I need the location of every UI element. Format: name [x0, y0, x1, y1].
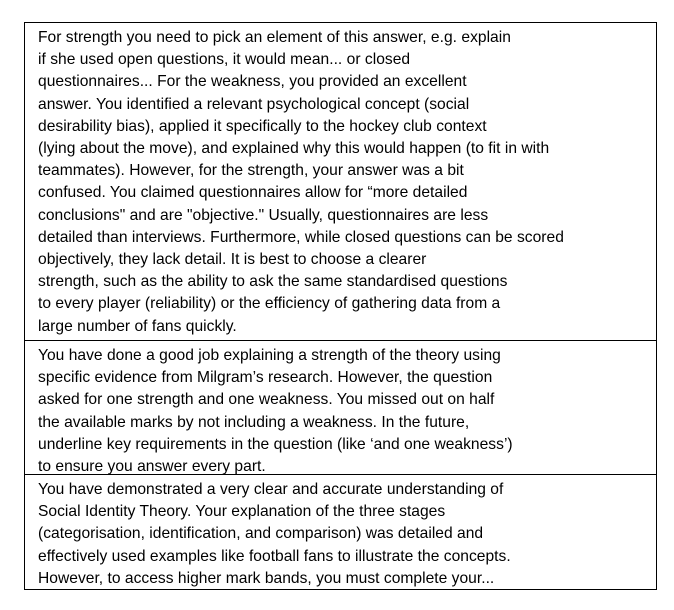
text-line: if she used open questions, it would mean... or closed [38, 51, 411, 69]
text-line: confused. You claimed questionnaires allow for “more detailed [38, 184, 468, 202]
text-line: to ensure you answer every part. [38, 458, 266, 476]
text-line: questionnaires... For the weakness, you provided an excellent [38, 73, 467, 91]
text-line: objectively, they lack detail. It is best to choose a clearer [38, 251, 427, 269]
text-line: However, to access higher mark bands, you must complete your... [38, 569, 495, 587]
feedback-cell-milgram [25, 341, 656, 475]
feedback-cell-social-identity [25, 475, 656, 589]
feedback-cell-questionnaire [25, 23, 656, 341]
text-line: the available marks by not including a weakness. In the future, [38, 413, 470, 431]
feedback-table [24, 22, 657, 590]
text-line: desirability bias), applied it specifically to the hockey club context [38, 117, 487, 135]
text-line: detailed than interviews. Furthermore, while closed questions can be scored [38, 228, 564, 246]
text-line: effectively used examples like football fans to illustrate the concepts. [38, 547, 511, 565]
text-line: strength, such as the ability to ask the same standardised questions [38, 273, 508, 291]
text-line: conclusions" and are "objective." Usually, questionnaires are less [38, 206, 489, 224]
text-line: specific evidence from Milgram’s research. However, the question [38, 369, 493, 387]
text-line: For strength you need to pick an element of this answer, e.g. explain [38, 29, 511, 46]
text-line: You have done a good job explaining a strength of the theory using [38, 347, 501, 364]
text-line: (categorisation, identification, and comparison) was detailed and [38, 525, 484, 543]
text-line: large number of fans quickly. [38, 317, 237, 335]
text-line: asked for one strength and one weakness. You missed out on half [38, 391, 495, 409]
text-line: teammates). However, for the strength, your answer was a bit [38, 162, 464, 180]
text-line: to every player (reliability) or the efficiency of gathering data from a [38, 295, 501, 313]
text-line: underline key requirements in the question (like ‘and one weakness’) [38, 435, 513, 453]
text-line: Social Identity Theory. Your explanation of the three stages [38, 503, 446, 521]
text-line: (lying about the move), and explained why this would happen (to fit in with [38, 140, 550, 158]
text-line: You have demonstrated a very clear and accurate understanding of [38, 481, 504, 498]
text-line: answer. You identified a relevant psychological concept (social [38, 95, 470, 113]
